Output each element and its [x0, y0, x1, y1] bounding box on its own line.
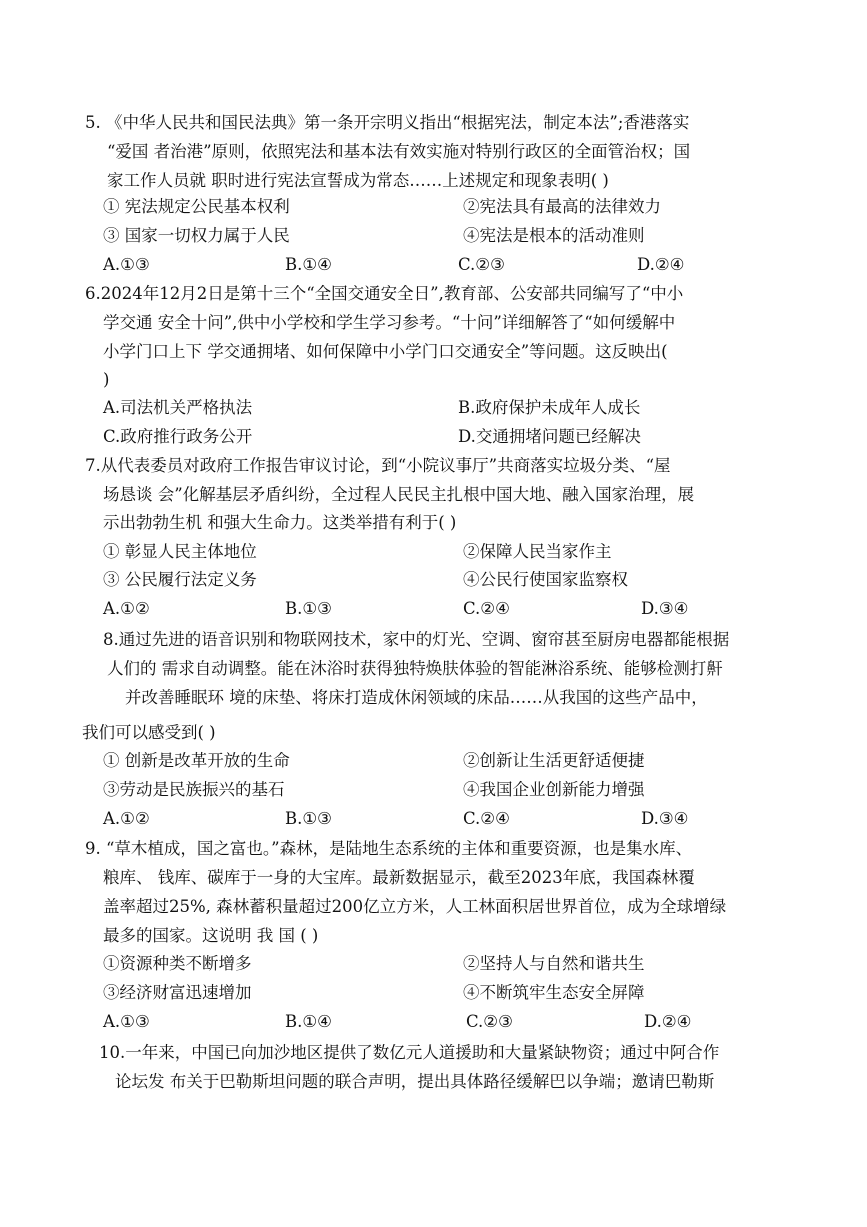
- question-5-choice-c: C.②③: [458, 255, 505, 274]
- question-5-statement-2: ②宪法具有最高的法律效力: [463, 197, 661, 216]
- question-7-statement-1: ① 彰显人民主体地位: [103, 542, 257, 561]
- question-9-choice-d: D.②④: [644, 1012, 692, 1031]
- question-7-choice-b: B.①③: [285, 599, 332, 618]
- question-5-choice-a: A.①③: [103, 255, 150, 274]
- question-8-choice-c: C.②④: [463, 809, 510, 828]
- question-6-stem-line-3: 小学门口上下 学交通拥堵、如何保障中小学门口交通安全”等问题。这反映出(: [103, 342, 668, 361]
- question-6-choice-d: D.交通拥堵问题已经解决: [458, 427, 641, 446]
- question-7-choice-c: C.②④: [463, 599, 510, 618]
- question-7-choice-a: A.①②: [103, 599, 150, 618]
- question-7-statement-2: ②保障人民当家作主: [463, 542, 612, 561]
- question-10-stem-line-1: 10.一年来，中国已向加沙地区提供了数亿元人道援助和大量紧缺物资；通过中阿合作: [99, 1043, 720, 1062]
- question-8-choice-d: D.③④: [641, 809, 689, 828]
- question-6-choice-b: B.政府保护未成年人成长: [458, 398, 641, 417]
- question-5-stem-line-3: 家工作人员就 职时进行宪法宣誓成为常态……上述规定和现象表明( ): [107, 171, 609, 190]
- question-9-statement-3: ③经济财富迅速增加: [103, 983, 252, 1002]
- question-6-stem-line-1: 6.2024年12月2日是第十三个“全国交通安全日”,教育部、公安部共同编写了“中小: [85, 284, 684, 303]
- question-6-choice-c: C.政府推行政务公开: [103, 427, 253, 446]
- question-7-choice-d: D.③④: [641, 599, 689, 618]
- question-9-stem-line-1: 9. “草木植成，国之富也。”森林，是陆地生态系统的主体和重要资源，也是集水库、: [85, 839, 693, 858]
- question-7-stem-line-2: 场恳谈 会”化解基层矛盾纠纷，全过程人民民主扎根中国大地、融入国家治理，展: [103, 485, 695, 504]
- question-7-statement-3: ③ 公民履行法定义务: [103, 570, 257, 589]
- question-8-stem-line-3: 并改善睡眠环 境的床垫、将床打造成休闲领域的床品……从我国的这些产品中，: [125, 688, 708, 707]
- question-7-stem-line-1: 7.从代表委员对政府工作报告审议讨论，到“小院议事厅”共商落实垃圾分类、“屋: [85, 456, 671, 475]
- question-8-choice-a: A.①②: [103, 809, 150, 828]
- question-5-stem-line-1: 5. 《中华人民共和国民法典》第一条开宗明义指出“根据宪法，制定本法”;香港落实: [85, 113, 690, 132]
- question-8-stem-line-1: 8.通过先进的语音识别和物联网技术，家中的灯光、空调、窗帘甚至厨房电器都能根据: [103, 630, 730, 649]
- question-6-stem-line-2: 学交通 安全十问”,供中小学校和学生学习参考。“十问”详细解答了“如何缓解中: [103, 313, 676, 332]
- question-8-statement-1: ① 创新是改革开放的生命: [103, 751, 290, 770]
- question-6-stem-line-4: ): [103, 370, 110, 389]
- question-5-stem-line-2: “爱国 者治港”原则，依照宪法和基本法有效实施对特别行政区的全面管治权；国: [107, 142, 691, 161]
- question-9-stem-line-2: 粮库、 钱库、碳库于一身的大宝库。最新数据显示，截至2023年底，我国森林覆: [103, 868, 695, 887]
- question-5-statement-4: ④宪法是根本的活动准则: [463, 226, 645, 245]
- question-5-choice-b: B.①④: [285, 255, 332, 274]
- question-9-statement-1: ①资源种类不断增多: [103, 954, 252, 973]
- question-9-choice-a: A.①③: [103, 1012, 150, 1031]
- question-9-choice-c: C.②③: [466, 1012, 513, 1031]
- question-8-statement-3: ③劳动是民族振兴的基石: [103, 780, 285, 799]
- question-8-stem-line-2: 人们的 需求自动调整。能在沐浴时获得独特焕肤体验的智能淋浴系统、能够检测打鼾: [107, 659, 723, 678]
- question-9-stem-line-4: 最多的国家。这说明 我 国 ( ): [103, 926, 319, 945]
- question-10-stem-line-2: 论坛发 布关于巴勒斯坦问题的联合声明，提出具体路径缓解巴以争端；邀请巴勒斯: [115, 1072, 715, 1091]
- question-9-statement-4: ④不断筑牢生态安全屏障: [463, 983, 645, 1002]
- question-5-statement-3: ③ 国家一切权力属于人民: [103, 226, 290, 245]
- question-8-statement-2: ②创新让生活更舒适便捷: [463, 751, 645, 770]
- question-8-choice-b: B.①③: [285, 809, 332, 828]
- question-9-choice-b: B.①④: [285, 1012, 332, 1031]
- question-7-statement-4: ④公民行使国家监察权: [463, 570, 628, 589]
- question-5-choice-d: D.②④: [637, 255, 685, 274]
- question-8-statement-4: ④我国企业创新能力增强: [463, 780, 645, 799]
- question-9-stem-line-3: 盖率超过25%, 森林蓄积量超过200亿立方米，人工林面积居世界首位，成为全球增绿: [103, 897, 727, 916]
- question-6-choice-a: A.司法机关严格执法: [103, 398, 253, 417]
- question-8-stem-line-4: 我们可以感受到( ): [82, 723, 216, 742]
- question-5-statement-1: ① 宪法规定公民基本权利: [103, 197, 290, 216]
- question-7-stem-line-3: 示出勃勃生机 和强大生命力。这类举措有利于( ): [103, 513, 457, 532]
- question-9-statement-2: ②坚持人与自然和谐共生: [463, 954, 645, 973]
